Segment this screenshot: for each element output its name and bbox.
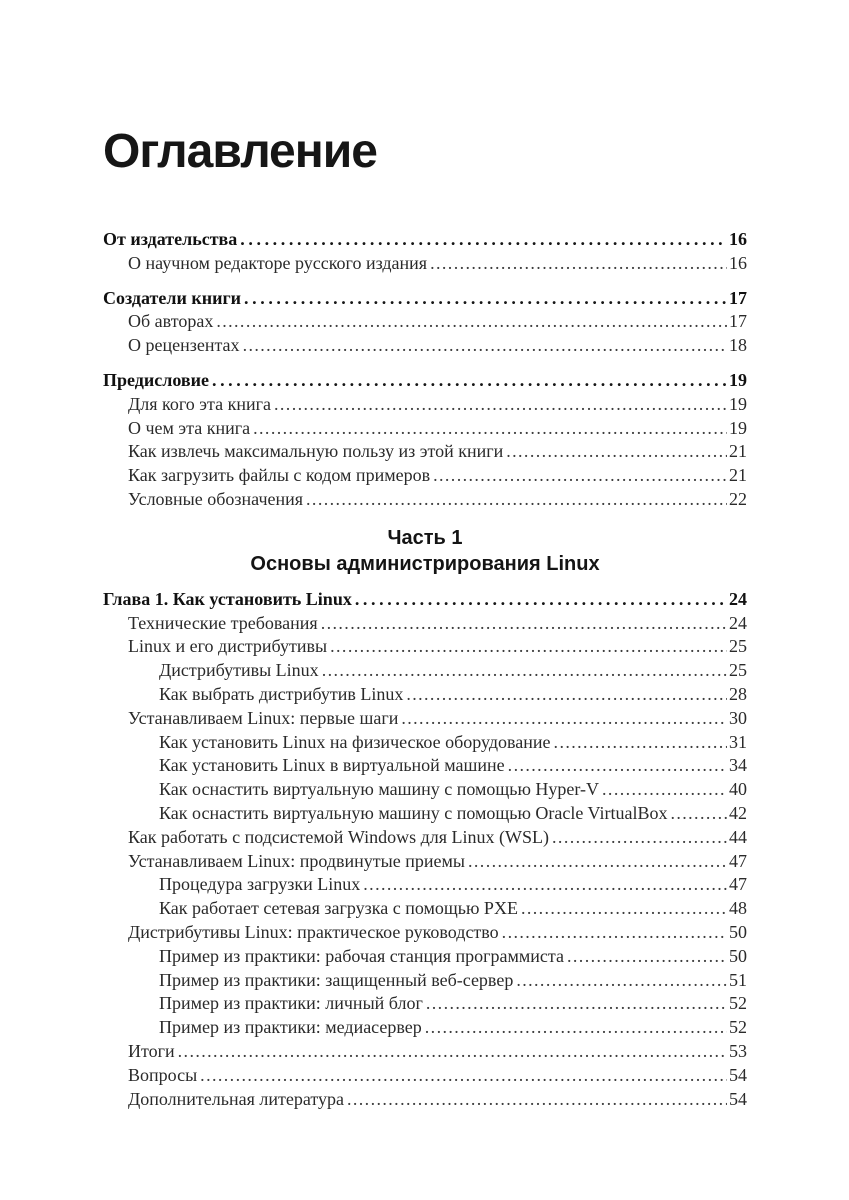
toc-page-number: 52 — [729, 1017, 747, 1038]
part-title: Основы администрирования Linux — [250, 552, 600, 575]
toc-entry-label: Как работает сетевая загрузка с помощью PXE — [159, 898, 518, 919]
toc-entry — [103, 850, 747, 874]
toc-page-number: 25 — [729, 636, 747, 657]
toc-leader-dots — [552, 826, 727, 850]
toc-page-number: 42 — [729, 802, 747, 823]
toc-leader-dots — [506, 440, 727, 464]
toc-entry-label: Дистрибутивы Linux — [159, 660, 319, 681]
toc-entry-label: О научном редакторе русского издания — [128, 252, 428, 273]
toc-leader-dots — [430, 252, 727, 276]
toc-entry — [103, 802, 747, 826]
toc-entry-label: Для кого эта книга — [128, 393, 271, 414]
toc-leader-dots — [321, 612, 727, 636]
toc-entry — [103, 897, 747, 921]
toc-entry — [103, 612, 747, 636]
toc-entry — [103, 440, 747, 464]
toc-entry-label: Дистрибутивы Linux: практическое руководство — [128, 921, 499, 942]
toc-entry — [103, 707, 747, 731]
toc-leader-dots — [347, 1088, 727, 1112]
toc-entry-label: Процедура загрузки Linux — [159, 874, 361, 895]
toc-leader-dots — [516, 969, 727, 993]
toc-page-number: 24 — [729, 588, 747, 609]
toc-page-number: 19 — [729, 369, 747, 390]
toc-leader-dots — [425, 1016, 727, 1040]
toc-entry-label: Дополнительная литература — [128, 1088, 344, 1109]
toc-page-number: 54 — [729, 1064, 747, 1085]
toc-entry — [103, 488, 747, 512]
toc-entry-label: Linux и его дистрибутивы — [128, 636, 328, 657]
toc-leader-dots — [216, 310, 727, 334]
toc-entry-label: От издательства — [103, 229, 238, 249]
toc-entry — [103, 1088, 747, 1112]
toc-entry — [103, 393, 747, 417]
toc-entry — [103, 252, 747, 276]
toc-entry — [103, 228, 747, 252]
toc-entry-label: Как установить Linux в виртуальной машине — [159, 755, 505, 776]
toc-entry-label: Об авторах — [128, 311, 214, 332]
toc-leader-dots — [363, 873, 727, 897]
toc-leader-dots — [426, 992, 727, 1016]
toc-leader-dots — [554, 731, 727, 755]
toc-leader-dots — [212, 369, 727, 393]
toc-entry — [103, 464, 747, 488]
toc-entry — [103, 310, 747, 334]
toc-entry-label: О чем эта книга — [128, 417, 251, 438]
toc-entry — [103, 369, 747, 393]
toc-entry-label: Как оснастить виртуальную машину с помощью Hyper-V — [159, 779, 600, 800]
toc-page-number: 40 — [729, 779, 747, 800]
toc-page-number: 22 — [729, 488, 747, 509]
toc-entry-label: Пример из практики: личный блог — [159, 993, 423, 1014]
toc-page-number: 34 — [729, 755, 747, 776]
toc-entry — [103, 873, 747, 897]
toc-entry-label: Как установить Linux на физическое оборудование — [159, 731, 551, 752]
toc-page-number: 17 — [729, 311, 747, 332]
toc-entry-label: Вопросы — [128, 1064, 198, 1085]
toc-leader-dots — [508, 754, 727, 778]
toc-list — [103, 228, 747, 1111]
toc-entry — [103, 921, 747, 945]
toc-entry — [103, 826, 747, 850]
toc-leader-dots — [306, 488, 727, 512]
toc-page-number: 52 — [729, 993, 747, 1014]
toc-page-number: 16 — [729, 229, 747, 249]
toc-leader-dots — [240, 228, 727, 252]
toc-entry — [103, 1016, 747, 1040]
toc-entry-label: Как работать с подсистемой Windows для Linux (WSL) — [128, 826, 550, 847]
toc-page-number: 21 — [729, 465, 747, 486]
toc-entry — [103, 1064, 747, 1088]
toc-leader-dots — [355, 588, 727, 612]
toc-entry — [103, 945, 747, 969]
toc-entry-label: Как выбрать дистрибутив Linux — [159, 683, 404, 704]
toc-entry — [103, 659, 747, 683]
toc-page-number: 53 — [729, 1040, 747, 1061]
toc-leader-dots — [502, 921, 727, 945]
toc-page-number: 54 — [729, 1088, 747, 1109]
toc-entry-label: Создатели книги — [103, 287, 242, 308]
toc-entry-label: Итоги — [128, 1040, 175, 1061]
toc-entry-label: Как извлечь максимальную пользу из этой книги — [128, 441, 504, 462]
toc-page-number: 21 — [729, 441, 747, 462]
toc-page-number: 19 — [729, 393, 747, 414]
toc-entry-label: Пример из практики: медиасервер — [159, 1017, 422, 1038]
toc-entry — [103, 754, 747, 778]
page-title: Оглавление — [103, 125, 377, 178]
toc-entry — [103, 287, 747, 311]
toc-leader-dots — [602, 778, 727, 802]
toc-leader-dots — [433, 464, 727, 488]
toc-leader-dots — [521, 897, 727, 921]
toc-leader-dots — [401, 707, 727, 731]
toc-entry — [103, 1040, 747, 1064]
toc-page-number: 47 — [729, 874, 747, 895]
toc-leader-dots — [406, 683, 727, 707]
toc-entry — [103, 992, 747, 1016]
toc-entry-label: Как загрузить файлы с кодом примеров — [128, 465, 431, 486]
toc-page-number: 17 — [729, 287, 747, 308]
toc-page-number: 50 — [729, 945, 747, 966]
toc-page-number: 50 — [729, 921, 747, 942]
toc-leader-dots — [253, 417, 727, 441]
toc-page-number: 19 — [729, 417, 747, 438]
toc-page-number: 47 — [729, 850, 747, 871]
toc-leader-dots — [322, 659, 727, 683]
toc-entry — [103, 969, 747, 993]
toc-page-number: 51 — [729, 969, 747, 990]
toc-page-number: 16 — [729, 252, 747, 273]
toc-entry — [103, 683, 747, 707]
toc-entry-label: Как оснастить виртуальную машину с помощью Oracle VirtualBox — [159, 802, 668, 823]
toc-entry-label: Пример из практики: рабочая станция программиста — [159, 945, 564, 966]
toc-entry — [103, 778, 747, 802]
part-heading — [103, 525, 747, 577]
toc-entry-label: Предисловие — [103, 369, 209, 390]
toc-leader-dots — [243, 334, 727, 358]
toc-page-number: 30 — [729, 707, 747, 728]
toc-entry-label: Условные обозначения — [128, 488, 304, 509]
toc-leader-dots — [200, 1064, 727, 1088]
toc-leader-dots — [670, 802, 727, 826]
toc-page-number: 48 — [729, 898, 747, 919]
toc-entry-label: Устанавливаем Linux: продвинутые приемы — [128, 850, 465, 871]
toc-leader-dots — [178, 1040, 727, 1064]
toc-page-number: 18 — [729, 335, 747, 356]
toc-leader-dots — [468, 850, 727, 874]
toc-page-number: 24 — [729, 612, 747, 633]
toc-entry-label: О рецензентах — [128, 335, 240, 356]
toc-page-number: 31 — [729, 731, 747, 752]
toc-entry — [103, 334, 747, 358]
toc-entry-label: Технические требования — [128, 612, 318, 633]
part-number: Часть 1 — [387, 526, 463, 549]
toc-entry — [103, 731, 747, 755]
toc-entry-label: Устанавливаем Linux: первые шаги — [128, 707, 399, 728]
toc-entry — [103, 635, 747, 659]
toc-page-number: 44 — [729, 826, 747, 847]
toc-entry — [103, 588, 747, 612]
toc-leader-dots — [567, 945, 727, 969]
toc-entry-label: Глава 1. Как установить Linux — [103, 588, 352, 609]
toc-leader-dots — [244, 287, 727, 311]
toc-page-number: 28 — [729, 683, 747, 704]
toc-leader-dots — [274, 393, 727, 417]
toc-entry — [103, 417, 747, 441]
toc-entry-label: Пример из практики: защищенный веб-сервер — [159, 969, 514, 990]
toc-leader-dots — [330, 635, 727, 659]
toc-page-number: 25 — [729, 660, 747, 681]
